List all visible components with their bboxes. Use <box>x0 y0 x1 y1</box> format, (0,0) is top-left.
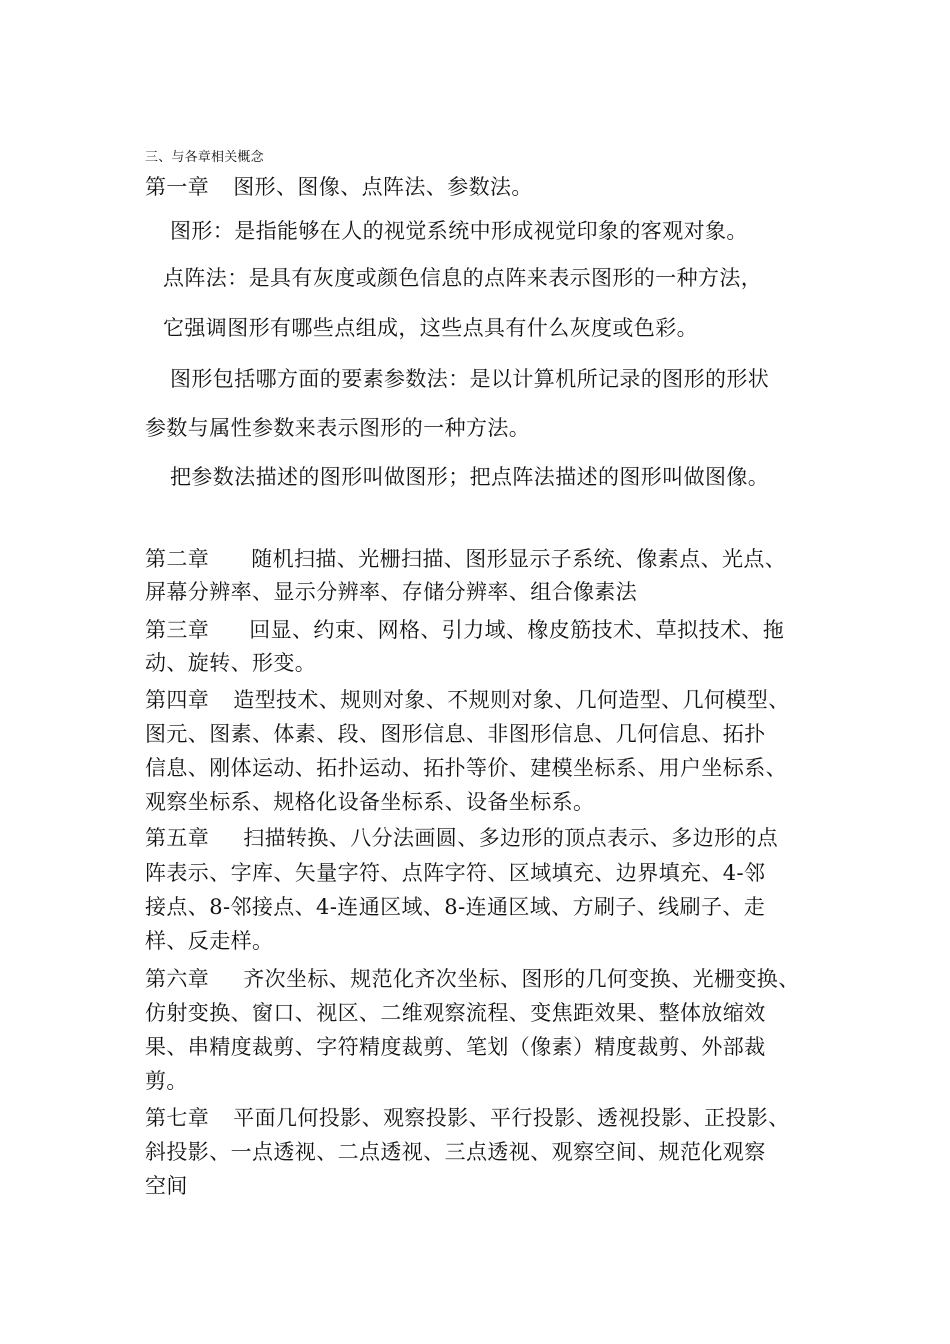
chapter-1-def-dotmatrix-2: 它强调图形有哪些点组成，这些点具有什么灰度或色彩。 <box>163 316 698 340</box>
chapter-1-def-param-1: 图形包括哪方面的要素参数法：是以计算机所记录的图形的形状 <box>170 367 770 391</box>
chapter-6-text-1: 齐次坐标、规范化齐次坐标、图形的几何变换、光栅变换、 <box>243 967 800 991</box>
chapter-3-text-1: 回显、约束、网格、引力域、橡皮筋技术、草拟技术、拖 <box>249 618 785 642</box>
chapter-2-line-1 <box>145 547 786 571</box>
chapter-1-title: 第一章 <box>145 175 210 199</box>
chapter-4-text-1: 造型技术、规则对象、不规则对象、几何造型、几何模型、 <box>233 688 790 712</box>
chapter-5-text-3: 接点、8-邻接点、4-连通区域、8-连通区域、方刷子、线刷子、走 <box>145 895 766 919</box>
chapter-7-text-3: 空间 <box>145 1174 188 1198</box>
chapter-3-text-2: 动、旋转、形变。 <box>145 651 317 675</box>
chapter-4-line-1 <box>145 688 790 712</box>
section-heading: 三、与各章相关概念 <box>145 150 264 165</box>
chapter-7-text-2: 斜投影、一点透视、二点透视、三点透视、观察空间、规范化观察 <box>145 1140 766 1164</box>
chapter-6-title: 第六章 <box>145 967 210 991</box>
chapter-1-summary: 把参数法描述的图形叫做图形；把点阵法描述的图形叫做图像。 <box>170 465 770 489</box>
chapter-6-line-1 <box>145 967 800 991</box>
chapter-1-def-graphic: 图形：是指能够在人的视觉系统中形成视觉印象的客观对象。 <box>170 219 748 243</box>
chapter-5-text-4: 样、反走样。 <box>145 929 274 953</box>
chapter-3-title: 第三章 <box>145 618 210 642</box>
chapter-4-title: 第四章 <box>145 688 210 712</box>
chapter-2-title: 第二章 <box>145 547 210 571</box>
chapter-2-text-1: 随机扫描、光栅扫描、图形显示子系统、像素点、光点、 <box>251 547 787 571</box>
chapter-1-def-param-2: 参数与属性参数来表示图形的一种方法。 <box>145 416 531 440</box>
chapter-1-terms: 图形、图像、点阵法、参数法。 <box>233 175 533 199</box>
chapter-3-line-1 <box>145 618 784 642</box>
chapter-1-line-1 <box>145 175 533 199</box>
chapter-4-text-2: 图元、图素、体素、段、图形信息、非图形信息、几何信息、拓扑 <box>145 722 766 746</box>
chapter-2-text-2: 屏幕分辨率、显示分辨率、存储分辨率、组合像素法 <box>145 580 638 604</box>
chapter-7-text-1: 平面几何投影、观察投影、平行投影、透视投影、正投影、 <box>233 1106 790 1130</box>
chapter-4-text-3: 信息、刚体运动、拓扑运动、拓扑等价、建模坐标系、用户坐标系、 <box>145 756 787 780</box>
chapter-7-title: 第七章 <box>145 1106 210 1130</box>
chapter-7-line-1 <box>145 1106 790 1130</box>
chapter-1-def-dotmatrix-1: 点阵法：是具有灰度或颜色信息的点阵来表示图形的一种方法， <box>163 266 763 290</box>
chapter-5-text-2: 阵表示、字库、矢量字符、点阵字符、区域填充、边界填充、4-邻 <box>145 861 766 885</box>
chapter-6-text-2: 仿射变换、窗口、视区、二维观察流程、变焦距效果、整体放缩效 <box>145 1001 766 1025</box>
chapter-5-title: 第五章 <box>145 826 210 850</box>
chapter-5-line-1 <box>145 826 778 850</box>
chapter-4-text-4: 观察坐标系、规格化设备坐标系、设备坐标系。 <box>145 790 595 814</box>
chapter-6-text-4: 剪。 <box>145 1069 188 1093</box>
chapter-5-text-1: 扫描转换、八分法画圆、多边形的顶点表示、多边形的点 <box>243 826 779 850</box>
chapter-6-text-3: 果、串精度裁剪、字符精度裁剪、笔划（像素）精度裁剪、外部裁 <box>145 1035 766 1059</box>
